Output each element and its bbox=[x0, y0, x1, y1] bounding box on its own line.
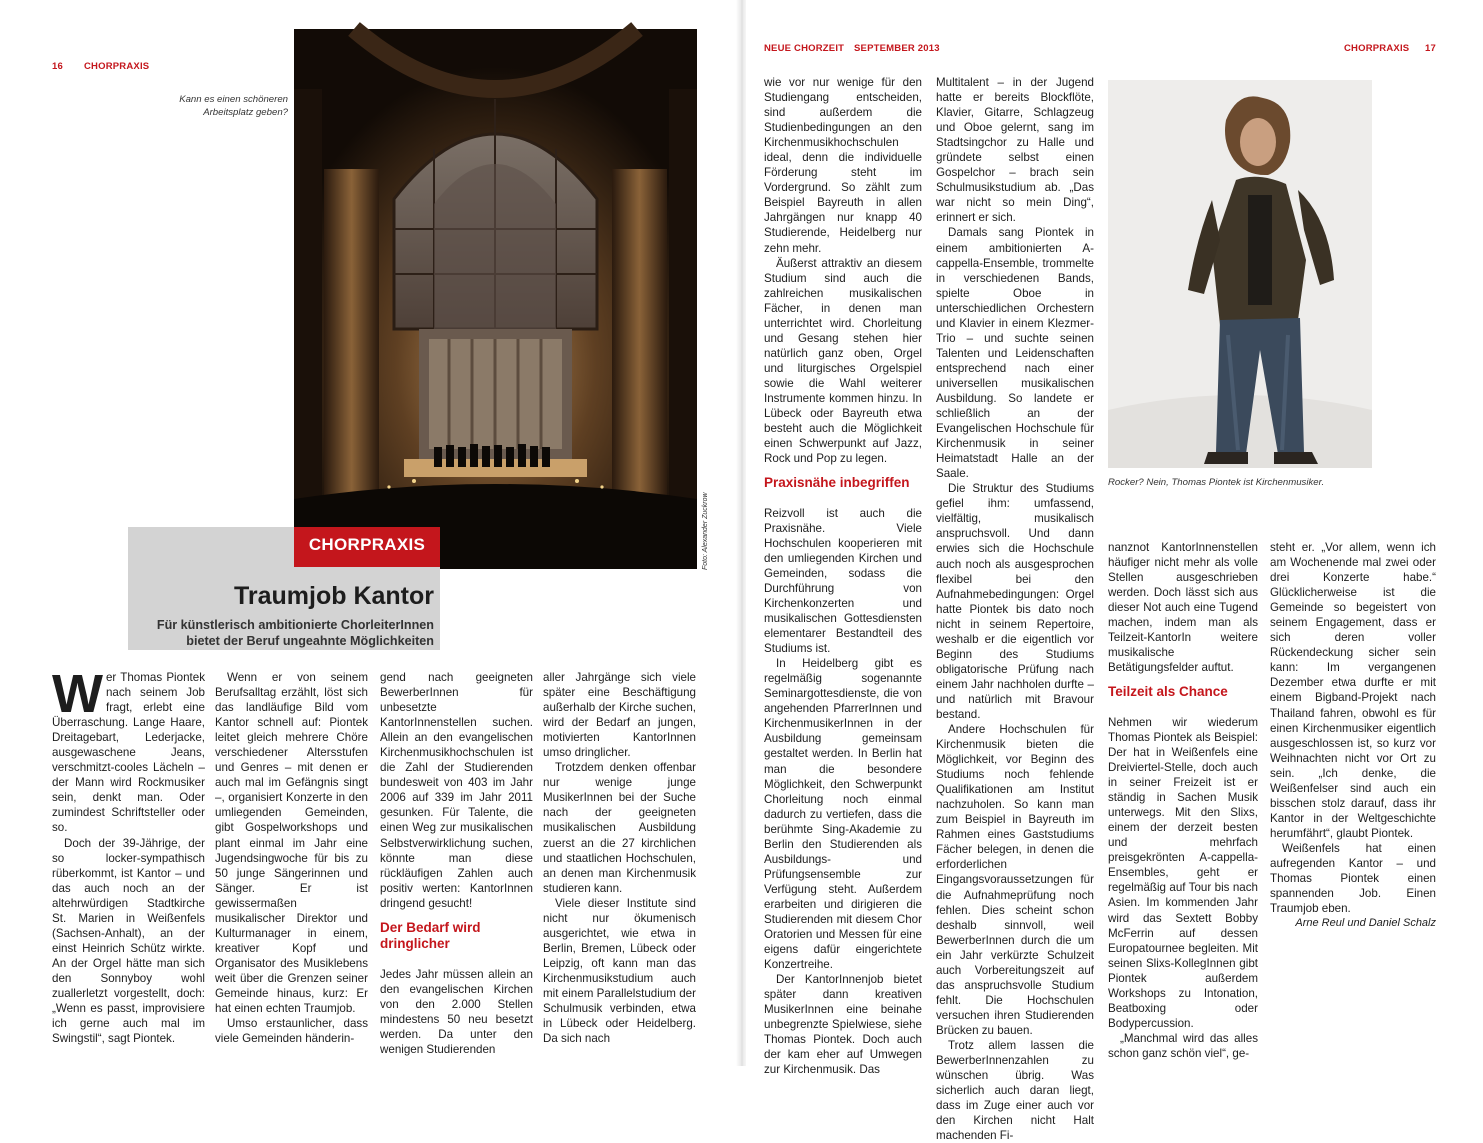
paragraph: In Heidelberg gibt es regelmäßig sogenannte Seminargottesdienste, die von angehenden PfarrerInnen und KirchenmusikerInnen in der Ausbildung gemeinsam gestaltet werden. In Berlin hat man die besondere Möglichkeit, den Schwerpunkt Chorleitung noch einmal dadurch zu vertiefen, dass die berühmte Sing-Akademie zu Berlin den Studierenden als Ausbildungs- und Prüfungsensemble zur Verfügung steht. Außerdem erarbeiten und dirigieren die Studierenden mit diesem Chor Oratorien und Messen für eine eigens dafür eingerichtete Konzertreihe. bbox=[764, 657, 922, 972]
paragraph: Doch der 39-Jährige, der so locker-sympathisch rüberkommt, ist Kantor – und das auch noch an der altehrwürdigen Stadtkirche St. Marien in Weißenfels (Sachsen-Anhalt), an der einst Heinrich Schütz wirkte. An der Orgel hätte man sich den Sonnyboy wohl zuallerletzt vorgestellt, doch: „Wenn es passt, improvisiere ich gerne auch mal im Swingstil“, sagt Piontek. bbox=[52, 836, 205, 1046]
paragraph: Reizvoll ist auch die Praxisnähe. Viele Hochschulen kooperieren mit den umliegenden Kirchen und Gemeinden, sodass die Durchführung von Kirchenkonzerten und musikalischen Gottesdiensten elementarer Bestandteil des Studiums ist. bbox=[764, 506, 922, 656]
subheading: Teilzeit als Chance bbox=[1108, 684, 1228, 700]
musician-portrait-image bbox=[1108, 80, 1372, 468]
paragraph: Umso erstaunlicher, dass viele Gemeinden händerin- bbox=[215, 1017, 368, 1046]
article-column-2 bbox=[215, 670, 368, 1046]
article-column-7 bbox=[1108, 540, 1258, 1060]
paragraph: Trotz allem lassen die BewerberInnenzahlen zu wünschen übrig. Was sicherlich auch daran liegt, dass im Zuge einer auch vor den Kirchen nicht Halt machenden Fi- bbox=[936, 1039, 1094, 1143]
paragraph: wie vor nur wenige für den Studiengang entscheiden, sind außerdem die Studienbedingungen an den Kirchenmusikhochschulen ideal, denn die individuelle Förderung steht im Vordergrund. So zählt zum Beispiel Bayreuth in allen Jahrgängen nur knapp 40 Studierende, Heidelberg nur zehn mehr. bbox=[764, 76, 922, 255]
deck: Für künstlerisch ambitionierte ChorleiterInnen bietet der Beruf ungeahnte Möglichkeiten bbox=[156, 618, 434, 648]
paragraph: gend nach geeigneten BewerberInnen für unbesetzte KantorInnenstellen suchen. Allein an den evangelischen Kirchenmusikhochschulen ist die Zahl der Studierenden bundesweit von 403 im Jahr 2006 auf 339 im Jahr 2011 gesunken. Für Talente, die einen Weg zur musikalischen Selbstverwirklichung suchen, könnte man diese rückläufigen Zahlen auch positiv werten: KantorInnen dringend gesucht! bbox=[380, 671, 533, 910]
paragraph: „Manchmal wird das alles schon ganz schön viel“, ge- bbox=[1108, 1031, 1258, 1060]
paragraph: er Thomas Piontek nach seinem Job fragt, erlebt eine Überraschung. Lange Haare, Dreitagebart, Lederjacke, ausgewaschene Jeans, verschmitzt-cooles Lächeln – der Mann wird Rockmusiker sein, denkt man. Oder zumindest Schriftsteller oder so. bbox=[52, 671, 205, 835]
page-number: 16 bbox=[52, 61, 63, 72]
article-column-5 bbox=[764, 75, 922, 1077]
paragraph: Trotzdem denken offenbar nur wenige junge MusikerInnen bei der Suche nach der geeigneten musikalischen Ausbildung zuerst an die 27 kirchlichen und staatlichen Hochschulen, an denen man Kirchenmusik studieren kann. bbox=[543, 761, 696, 895]
paragraph: Äußerst attraktiv an diesem Studium sind auch die zahlreichen musikalischen Fächer, in denen man unterrichtet wird. Chorleitung und Gesang stehen hier natürlich ganz oben, Orgel und liturgisches Orgelspiel sowie die Wahl weiterer Instrumente kommen hinzu. In Lübeck oder Bayreuth etwa besteht auch die Möglichkeit einen Schwerpunkt auf Jazz, Rock und Pop zu legen. bbox=[764, 256, 922, 466]
article-column-3 bbox=[380, 670, 533, 1056]
article-column-6 bbox=[936, 75, 1094, 1143]
magazine-name: NEUE CHORZEIT bbox=[764, 43, 845, 54]
right-page bbox=[746, 0, 1483, 1143]
photo-caption: Rocker? Nein, Thomas Piontek ist Kirchenmusiker. bbox=[1108, 477, 1325, 488]
photo-credit: Foto: Alexander Zuckrow bbox=[702, 492, 709, 570]
paragraph: Weißenfels hat einen aufregenden Kantor – und Thomas Piontek einen spannenden Job. Einen Traumjob eben. bbox=[1270, 841, 1436, 916]
section-label: CHORPRAXIS bbox=[84, 61, 150, 72]
paragraph: Damals sang Piontek in einem ambitionierten A-cappella-Ensemble, trommelte in verschiedenen Bands, spielte Oboe in unterschiedlichen Orchestern und Klavier in einem Klezmer-Trio – und suchte seinen Talenten und Leidenschaften entsprechend nach einer universellen musikalischen Ausbildung. So landete er schließlich an der Evangelischen Hochschule für Kirchenmusik in seiner Heimatstadt Halle an der Saale. bbox=[936, 226, 1094, 481]
left-page bbox=[0, 0, 738, 1066]
church-photo bbox=[294, 29, 697, 569]
portrait-photo bbox=[1108, 80, 1372, 468]
drop-cap: W bbox=[52, 664, 103, 724]
paragraph: Der KantorInnenjob bietet später dann kreativen MusikerInnen eine beinahe unbegrenzte Spielwiese, siehe Thomas Piontek. Doch auch der kam eher auf Umwegen zur Kirchenmusik. Das bbox=[764, 973, 922, 1077]
paragraph: steht er. „Vor allem, wenn ich am Wochenende mal zwei oder drei Konzerte habe.“ Glücklicherweise ist die Gemeinde so begeistert von seinem Engagement, dass er sich deren voller Rückendeckung sicher sein kann: Im vergangenen Dezember etwa durfte er mit einem Bigband-Projekt nach Thailand fahren, obwohl es für einen Kirchenmusiker eigentlich ausgeschlossen ist, so kurz vor Weihnachten nicht vor Ort zu sein. „Ich denke, die Weißenfelser sind auch ein bisschen stolz darauf, dass ihr Kantor in der Weltgeschichte herumfährt“, glaubt Piontek. bbox=[1270, 541, 1436, 840]
section-tag: CHORPRAXIS bbox=[294, 527, 440, 567]
paragraph: Jedes Jahr müssen allein an den evangelischen Kirchen von den 2.000 Stellen mindestens 50 neu besetzt werden. Da unter den wenigen Studierenden bbox=[380, 967, 533, 1056]
article-column-8 bbox=[1270, 540, 1436, 1050]
paragraph: nanznot KantorInnenstellen häufiger nicht mehr als volle Stellen ausgeschrieben werden. Doch lässt sich aus dieser Not auch eine Tugend machen, indem man als Teilzeit-KantorIn weitere musikalische Betätigungsfelder auftut. bbox=[1108, 541, 1258, 675]
paragraph: Andere Hochschulen für Kirchenmusik bieten die Möglichkeit, vor Beginn des Studiums noch fehlende Qualifikationen am Institut nachzuholen. So kann man zum Beispiel in Bayreuth im Rahmen eines Gaststudiums Fächer belegen, in denen die erforderlichen Eingangsvoraussetzungen für die Aufnahmeprüfung noch fehlen. Dies scheint schon deshalb sinnvoll, weil BewerberInnen durch die um ein Jahr verkürzte Schulzeit auch Vorbereitungszeit auf das anspruchsvolle Studium fehlt. Die Hochschulen versuchen ihren Studierenden Brücken zu bauen. bbox=[936, 723, 1094, 1037]
headline: Traumjob Kantor bbox=[233, 582, 434, 610]
paragraph: Wenn er von seinem Berufsalltag erzählt, löst sich das landläufige Bild vom Kantor schnell auf: Piontek leitet gleich mehrere Chöre verschiedener Altersstufen und Genres – mit denen er auch mal im Gefängnis singt –, organisiert Konzerte in den umliegenden Gemeinden, gibt Gospelworkshops und plant einmal im Jahr eine Jugendsingwoche für bis zu 50 junge Sängerinnen und Sänger. Er ist gewissermaßen musikalischer Direktor und Kulturmanager in einem, kreativer Kopf und Organisator des Musiklebens weit über die Grenzen seiner Gemeinde hinaus, kurz: Er hat einen echten Traumjob. bbox=[215, 671, 368, 1016]
subheading: Praxisnähe inbegriffen bbox=[764, 475, 910, 491]
photo-credit-box bbox=[699, 466, 713, 570]
paragraph: Die Struktur des Studiums gefiel ihm: umfassend, vielfältig, musikalisch anspruchsvoll. Und dann erwies sich die Hochschule auch noch als ausgesprochen flexibel bei den Aufnahmebedingungen: Orgel hatte Piontek bis dato noch nicht in seinem Repertoire, weshalb er die eigentlich vor Beginn des Studiums obligatorische Prüfung nach einem Jahr nachholen durfte – und natürlich mit Bravour bestand. bbox=[936, 482, 1094, 721]
subheading: Der Bedarf wird dringlicher bbox=[380, 919, 481, 952]
article-column-1 bbox=[52, 664, 205, 1046]
church-interior-image bbox=[294, 29, 697, 569]
paragraph: Nehmen wir wiederum Thomas Piontek als Beispiel: Der hat in Weißenfels eine Dreiviertel-Stelle, doch auch in seiner Freizeit ist er ständig in Sachen Musik unterwegs. Mit den Slixs, einem der derzeit besten und mehrfach preisgekrönten A-cappella-Ensembles, geht er regelmäßig auf Tour bis nach Asien. Im kommenden Jahr wird das Sextett Bobby McFerrin auf dessen Europatournee begleiten. Mit seinen Slixs-KollegInnen gibt Piontek außerdem Workshops zu Intonation, Beatboxing oder Bodypercussion. bbox=[1108, 715, 1258, 1030]
paragraph: Multitalent – in der Jugend hatte er bereits Blockflöte, Klavier, Gitarre, Schlagzeug und Oboe gelernt, sang im Stadtsingchor zu Halle und gründete selbst einen Gospelchor – brach sein Schulmusikstudium ab. „Das war nicht so mein Ding“, erinnert er sich. bbox=[936, 76, 1094, 225]
paragraph: Viele dieser Institute sind nicht nur ökumenisch ausgerichtet, wie etwa in Berlin, Bremen, Lübeck oder Leipzig, oft kann man das Kirchenmusikstudium auch mit einem Parallelstudium der Schulmusik verbinden, etwa in Lübeck oder Heidelberg. Da sich nach bbox=[543, 896, 696, 1046]
article-column-4 bbox=[543, 670, 696, 1046]
issue-date: SEPTEMBER 2013 bbox=[854, 43, 940, 54]
photo-caption: Kann es einen schöneren Arbeitsplatz geben? bbox=[179, 94, 288, 118]
author-byline: Arne Reul und Daniel Schalz bbox=[1295, 917, 1436, 930]
section-label: CHORPRAXIS bbox=[1344, 43, 1410, 54]
page-number: 17 bbox=[1425, 43, 1436, 54]
paragraph: aller Jahrgänge sich viele später eine Beschäftigung außerhalb der Kirche suchen, wird der Bedarf an jungen, motivierten KantorInnen umso dringlicher. bbox=[543, 671, 696, 760]
